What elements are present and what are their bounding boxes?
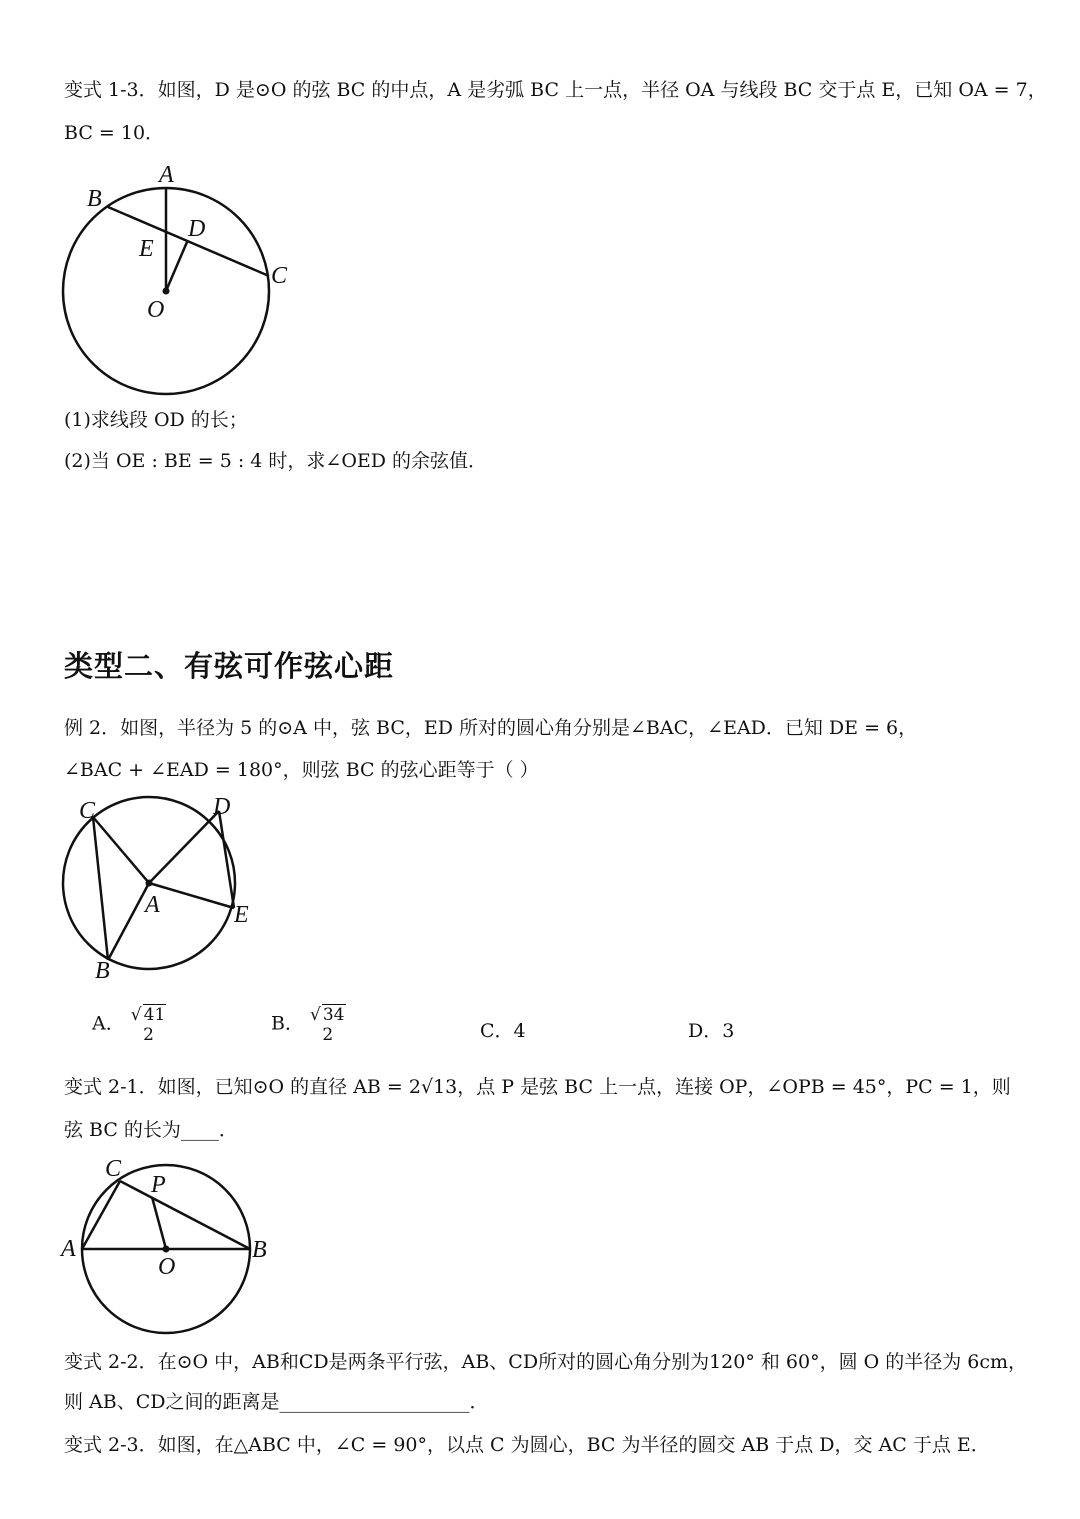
label-c: C	[79, 798, 96, 824]
option-d[interactable]	[688, 1016, 734, 1043]
option-a-numerator: 41	[143, 1005, 166, 1025]
figure-example-2	[55, 790, 265, 990]
label-d: D	[213, 794, 231, 820]
label-e: E	[139, 236, 154, 262]
label-a: A	[61, 1236, 76, 1262]
label-c: C	[271, 263, 288, 289]
figure-1-3	[55, 160, 305, 400]
label-o: O	[147, 297, 165, 323]
option-c-value: 4	[513, 1020, 526, 1042]
label-b: B	[252, 1237, 267, 1263]
label-a: A	[145, 892, 160, 918]
option-b[interactable]	[271, 1004, 346, 1045]
problem-1-3-sub2: (2)当 OE : BE = 5 : 4 时，求∠OED 的余弦值．	[64, 450, 488, 472]
option-b-letter: B．	[271, 1012, 304, 1035]
problem-2-2-line2: 则 AB、CD之间的距离是____________________．	[64, 1391, 489, 1413]
problem-2-1-line1: 变式 2-1．如图，已知⊙O 的直径 AB = 2√13，点 P 是弦 BC 上一点，连接 OP，∠OPB = 45°，PC = 1，则	[64, 1076, 1011, 1098]
label-b: B	[87, 186, 102, 212]
option-b-numerator: 34	[322, 1005, 345, 1025]
option-a-denominator: 2	[143, 1025, 154, 1045]
problem-1-3-line2: BC = 10．	[64, 122, 165, 144]
example-2-line2: ∠BAC + ∠EAD = 180°，则弦 BC 的弦心距等于（ ）	[64, 759, 539, 781]
label-p: P	[151, 1172, 166, 1198]
option-c[interactable]	[480, 1016, 526, 1043]
problem-1-3-sub1: (1)求线段 OD 的长；	[64, 409, 248, 431]
option-a-letter: A．	[92, 1012, 125, 1035]
label-o: O	[158, 1254, 176, 1280]
label-c: C	[105, 1156, 122, 1182]
option-b-fraction: √ 34 2	[310, 1005, 345, 1045]
option-d-letter: D．	[688, 1020, 723, 1042]
label-b: B	[95, 958, 110, 984]
problem-2-1-line2: 弦 BC 的长为____．	[64, 1119, 238, 1141]
option-c-letter: C．	[480, 1020, 514, 1042]
option-b-denominator: 2	[322, 1025, 334, 1045]
label-a: A	[159, 162, 174, 188]
problem-2-3-line1: 变式 2-3．如图，在△ABC 中，∠C = 90°，以点 C 为圆心，BC 为半径的圆交 AB 于点 D，交 AC 于点 E．	[64, 1434, 990, 1456]
figure-2-1	[55, 1152, 285, 1342]
label-e: E	[234, 902, 249, 928]
option-a-fraction: √ 41 2	[130, 1005, 166, 1045]
example-2-line1: 例 2．如图，半径为 5 的⊙A 中，弦 BC，ED 所对的圆心角分别是∠BAC，∠EAD．已知 DE = 6，	[64, 717, 918, 739]
option-d-value: 3	[722, 1020, 735, 1042]
option-a[interactable]	[92, 1004, 166, 1045]
problem-1-3-line1: 变式 1-3．如图，D 是⊙O 的弦 BC 的中点，A 是劣弧 BC 上一点，半径 OA 与线段 BC 交于点 E，已知 OA = 7，	[64, 79, 1047, 101]
problem-2-2-line1: 变式 2-2．在⊙O 中，AB和CD是两条平行弦，AB、CD所对的圆心角分别为120° 和 60°，圆 O 的半径为 6cm，	[64, 1351, 1028, 1373]
label-d: D	[188, 216, 206, 242]
section-heading: 类型二、有弦可作弦心距	[64, 649, 395, 683]
